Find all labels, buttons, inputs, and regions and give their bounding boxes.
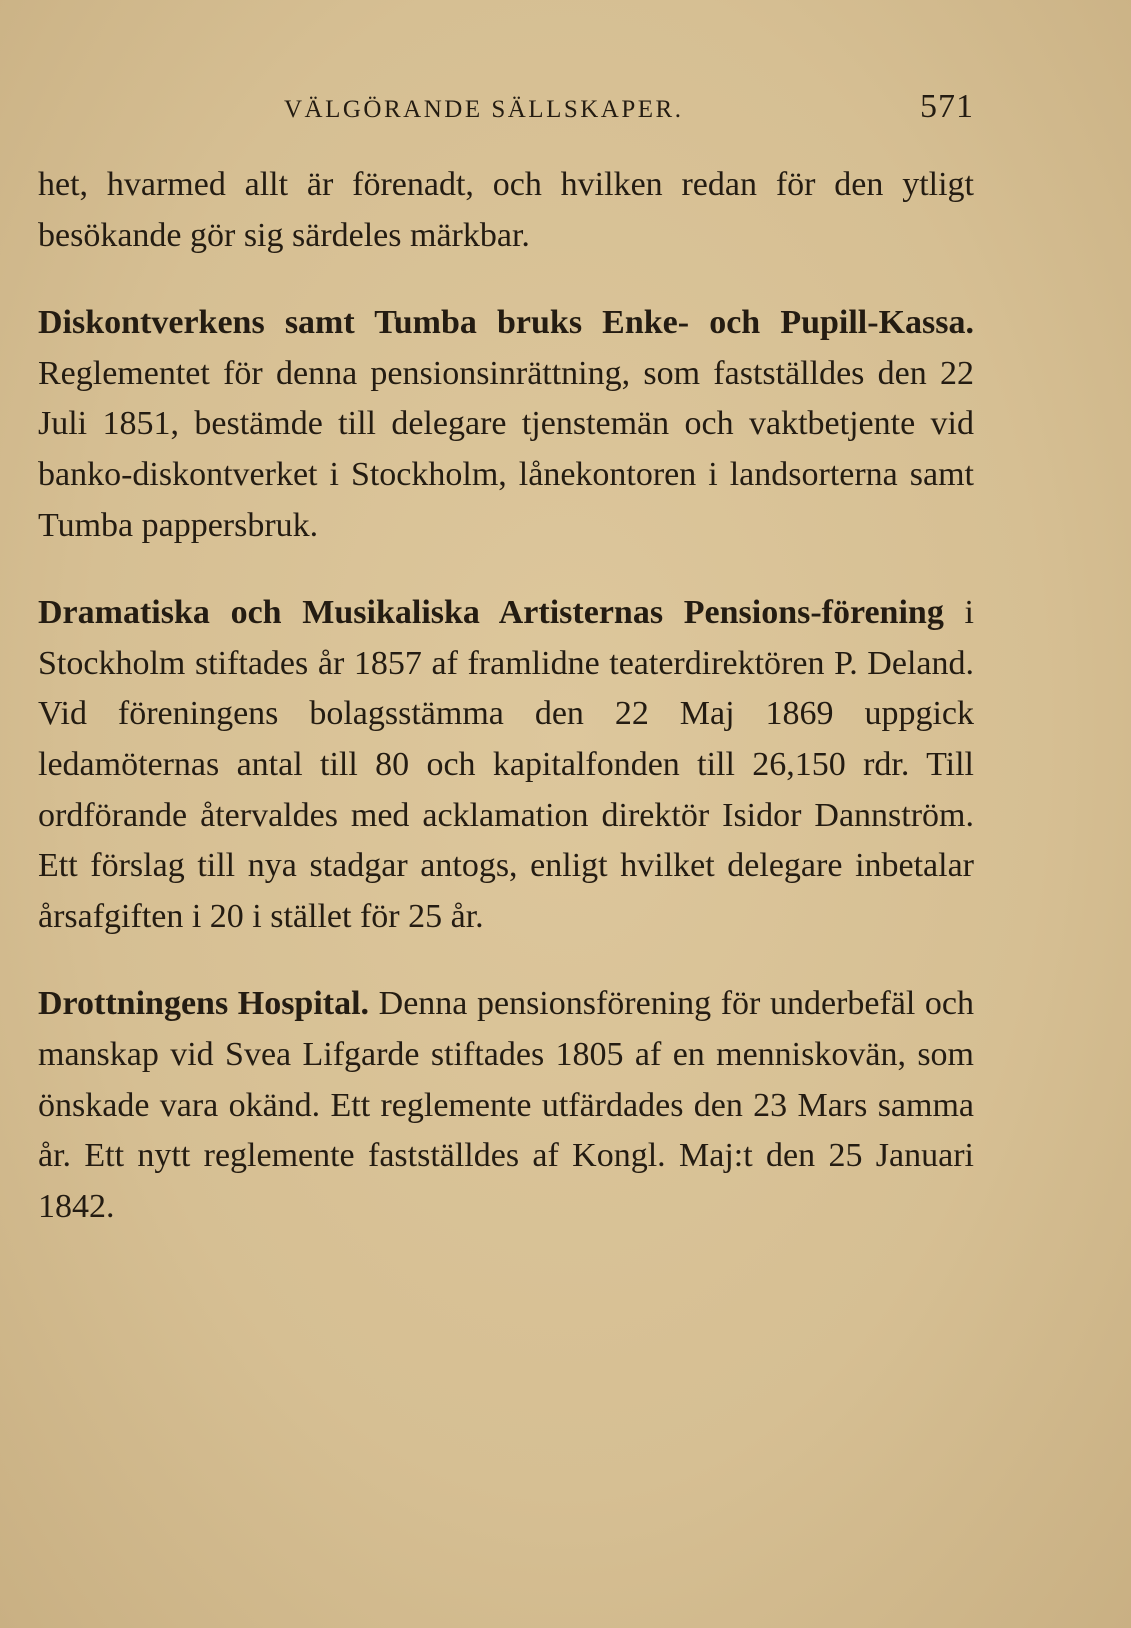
entry-text: i Stockholm stiftades år 1857 af framlidne teaterdirektören P. Deland. Vid föreningens bolagsstämma den 22 Maj 1869 uppgick ledamöternas antal till 80 och kapitalfonden till 26,150 rdr. Till ordförande återvaldes med acklamation direktör Isidor Dannström. Ett förslag till nya stadgar antogs, enligt hvilket delegare inbetalar årsafgiften i 20 i stället för 25 år. [38, 594, 974, 935]
entry-text: Reglementet för denna pensionsinrättning, som fastställdes den 22 Juli 1851, bestämde till delegare tjenstemän och vaktbetjente vid banko-diskontverket i Stockholm, lånekontoren i landsorterna samt Tumba pappersbruk. [38, 354, 974, 544]
entry-title: Drottningens Hospital. [38, 985, 370, 1023]
entry-diskontverkens [38, 298, 974, 551]
entry-dramatiska [38, 588, 974, 942]
body-text [38, 160, 974, 1232]
entry-title: Dramatiska och Musikaliska Artisternas Pensions-förening [38, 594, 944, 632]
entry-title: Diskontverkens samt Tumba bruks Enke- och Pupill-Kassa. [38, 304, 974, 342]
continuation-paragraph: het, hvarmed allt är förenadt, och hvilken redan för den ytligt besökande gör sig särdeles märkbar. [38, 166, 974, 254]
running-head: VÄLGÖRANDE SÄLLSKAPER. [284, 96, 684, 123]
entry-drottningens [38, 979, 974, 1232]
page-header [38, 88, 974, 138]
entry-text: Denna pensionsförening för underbefäl och manskap vid Svea Lifgarde stiftades 1805 af en menniskovän, som önskade vara okänd. Ett reglemente utfärdades den 23 Mars samma år. Ett nytt reglemente fastställdes af Kongl. Maj:t den 25 Januari 1842. [38, 985, 975, 1225]
page-number: 571 [920, 88, 974, 125]
